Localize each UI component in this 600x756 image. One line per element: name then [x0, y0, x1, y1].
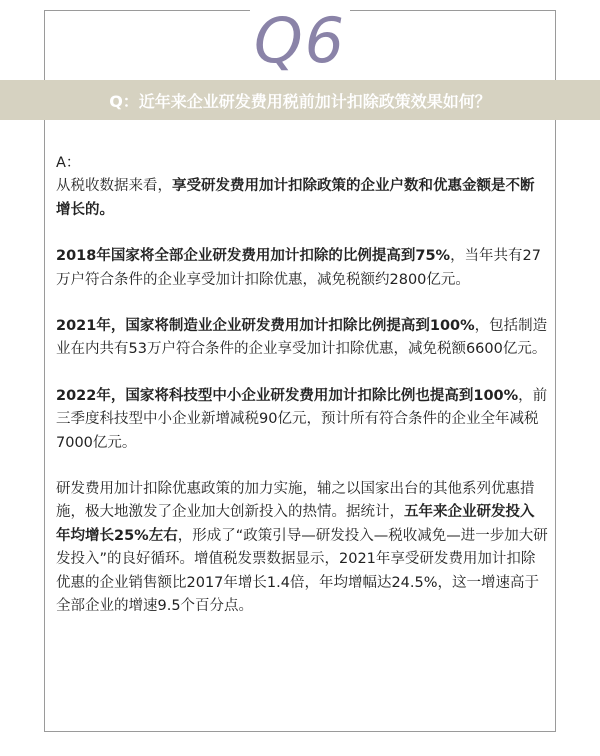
answer-body — [56, 152, 548, 619]
paragraph-2 — [56, 245, 548, 292]
p4-bold: 2022年，国家将科技型中小企业研发费用加计扣除比例也提高到100% — [56, 387, 519, 404]
p3-bold: 2021年，国家将制造业企业研发费用加计扣除比例提高到100% — [56, 318, 475, 335]
p2-text: ，当年共有27万户符合条件的企业享受加计扣除优惠，减免税额约2800亿元。 — [56, 248, 542, 288]
p3-text: ，包括制造业在内共有53万户符合条件的企业享受加计扣除优惠，减免税额6600亿元。 — [56, 318, 548, 358]
question-banner — [0, 80, 600, 120]
answer-label: A： — [56, 155, 81, 171]
question-text: Q：近年来企业研发费用税前加计扣除政策效果如何？ — [109, 91, 491, 111]
p5-text-a: 研发费用加计扣除优惠政策的加力实施，辅之以国家出台的其他系列优惠措施，极大地激发了企业加大创新投入的热情。据统计， — [56, 481, 535, 521]
p4-text: ，前三季度科技型中小企业新增减税90亿元，预计所有符合条件的企业全年减税7000亿元。 — [56, 387, 548, 451]
p5-bold: 五年来企业研发投入年均增长25%左右 — [56, 504, 535, 544]
paragraph-1 — [56, 175, 548, 222]
p1-bold: 享受研发费用加计扣除政策的企业户数和优惠金额是不断增长的。 — [56, 178, 535, 218]
paragraph-4 — [56, 385, 548, 455]
p5-text-c: ，形成了“政策引导—研发投入—税收减免—进一步加大研发投入”的良好循环。增值税发票数据显示，2021年享受研发费用加计扣除优惠的企业销售额比2017年增长1.4倍，年均增幅达24.5%，这一增速高于全部企业的增速9.5个百分点。 — [56, 527, 548, 615]
paragraph-3 — [56, 315, 548, 362]
question-number: Q6 — [253, 4, 347, 77]
paragraph-5 — [56, 478, 548, 618]
p1-text: 从税收数据来看， — [56, 178, 172, 195]
p2-bold: 2018年国家将全部企业研发费用加计扣除的比例提高到75% — [56, 248, 451, 265]
